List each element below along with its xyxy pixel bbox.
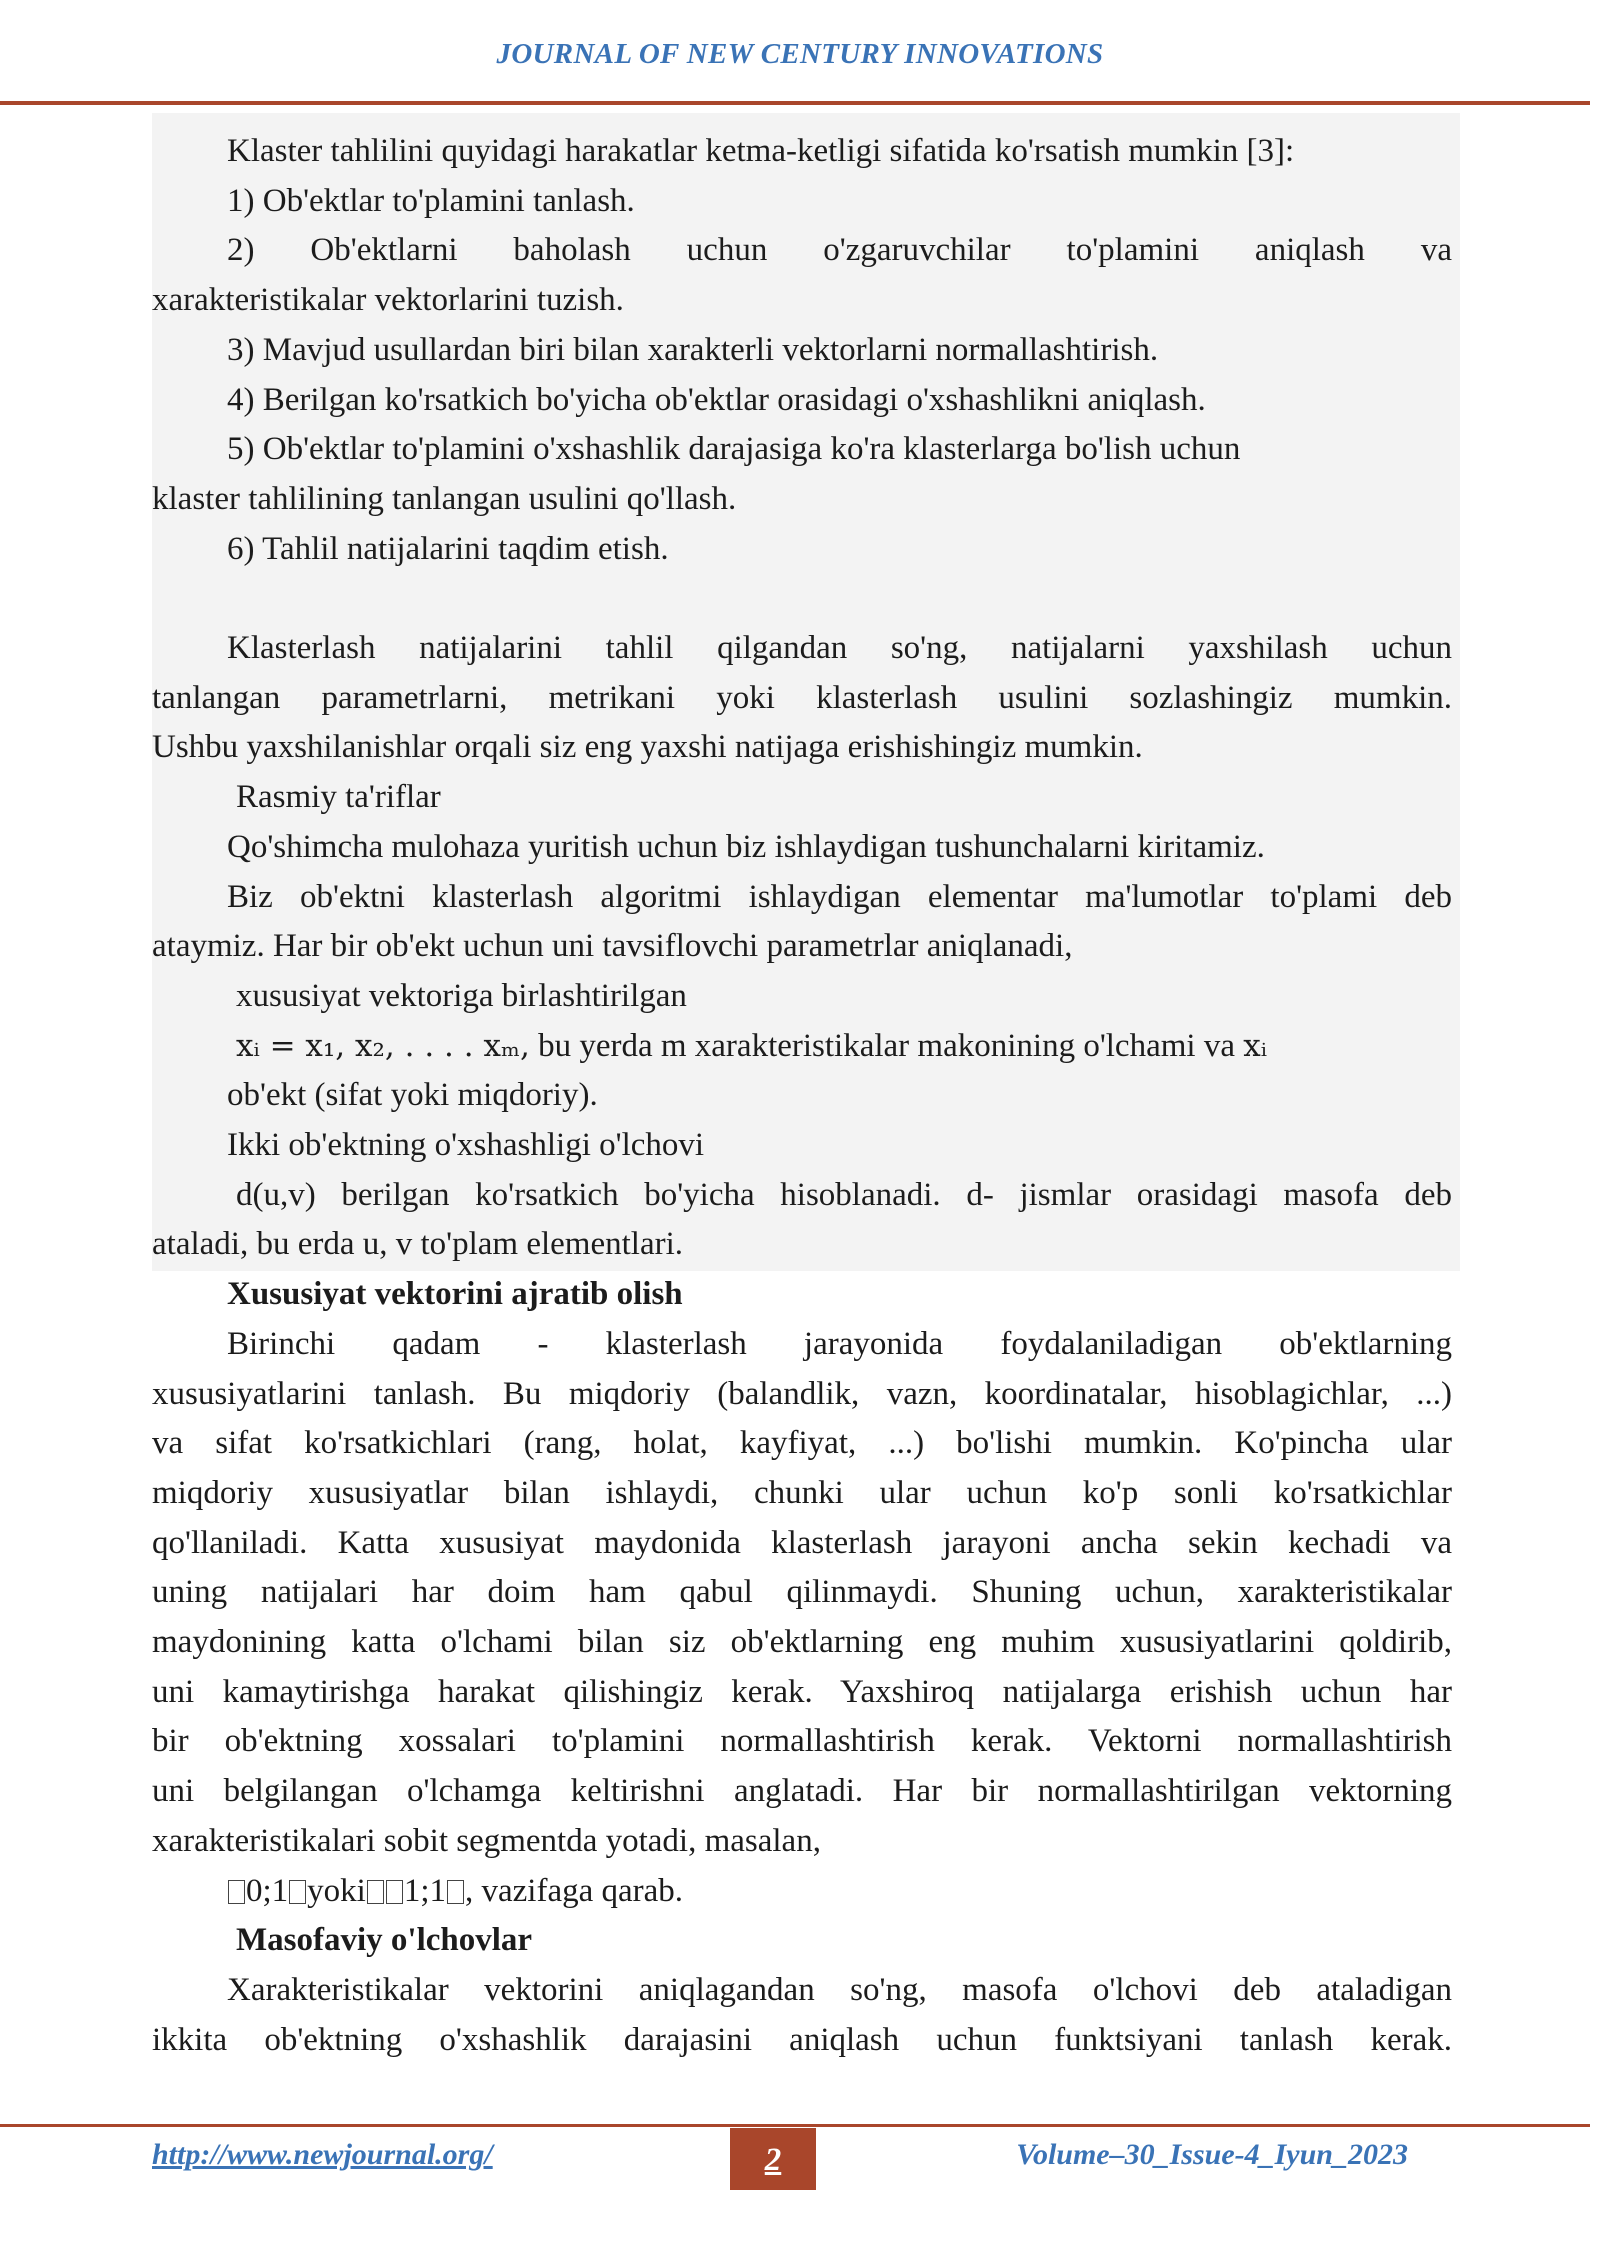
text-line: d(u,v) berilgan ko'rsatkich bo'yicha hisoblanadi. d- jismlar orasidagi masofa deb [236,1176,1452,1213]
text-line: Klaster tahlilini quyidagi harakatlar ketma-ketligi sifatida ko'rsatish mumkin [3]: [227,133,1295,169]
section-heading: Xususiyat vektorini ajratib olish [227,1276,683,1313]
interval-line [152,1867,1452,1917]
page-number: 2 [764,2142,782,2178]
text-line: Ikki ob'ektning o'xshashligi o'lchovi [227,1127,705,1164]
text-line: bir ob'ektning xossalari to'plamini normallashtirish kerak. Vektorni normallashtirish [152,1723,1452,1760]
text-line: maydonining katta o'lchami bilan siz ob'ektlarning eng muhim xususiyatlarini qoldirib, [152,1624,1452,1661]
journal-url-link[interactable]: http://www.newjournal.org/ [152,2138,493,2171]
list-item-4: 4) Berilgan ko'rsatkich bo'yicha ob'ektlar orasidagi o'xshashlikni aniqlash. [227,381,1206,418]
text-line: miqdoriy xususiyatlar bilan ishlaydi, chunki ular uchun ko'p sonli ko'rsatkichlar [152,1474,1452,1511]
list-item-6: 6) Tahlil natijalarini taqdim etish. [227,530,669,567]
volume-label: Volume–30_Issue-4_Iyun_2023 [1016,2138,1408,2171]
missing-glyph-box [386,1880,403,1904]
missing-glyph-box [228,1880,245,1904]
list-item-1: 1) Ob'ektlar to'plamini tanlash. [227,182,635,219]
text-line: Birinchi qadam - klasterlash jarayonida foydalaniladigan ob'ektlarning [227,1325,1452,1362]
formula: xᵢ = x₁, x₂, . . . . xₘ, [236,1027,530,1064]
journal-title: JOURNAL OF NEW CENTURY INNOVATIONS [496,38,1104,70]
formula-var: xᵢ [1243,1027,1267,1064]
article-body [152,127,1452,2065]
list-item-5: 5) Ob'ektlar to'plamini o'xshashlik darajasiga ko'ra klasterlarga bo'lish uchun [227,431,1241,468]
text-line: ataymiz. Har bir ob'ekt uchun uni tavsiflovchi parametrlar aniqlanadi, [152,928,1073,965]
text-line: uni belgilangan o'lchamga keltirishni anglatadi. Har bir normallashtirilgan vektorning [152,1773,1452,1810]
text-line: Biz ob'ektni klasterlash algoritmi ishlaydigan elementar ma'lumotlar to'plami deb [227,878,1452,915]
header-divider [0,101,1590,105]
text-line: Qo'shimcha mulohaza yuritish uchun biz ishlaydigan tushunchalarni kiritamiz. [227,828,1265,865]
interval-or: yoki [307,1872,366,1909]
missing-glyph-box [289,1880,306,1904]
text-line: uning natijalari har doim ham qabul qilinmaydi. Shuning uchun, xarakteristikalar [152,1574,1452,1611]
text-line: xususiyat vektoriga birlashtirilgan [236,977,687,1014]
text-line: Xarakteristikalar vektorini aniqlagandan so'ng, masofa o'lchovi deb ataladigan [227,1972,1452,2008]
text-line: qo'llaniladi. Katta xususiyat maydonida klasterlash jarayoni ancha sekin kechadi va [152,1524,1452,1561]
text-line: Klasterlash natijalarini tahlil qilgandan so'ng, natijalarni yaxshilash uchun [227,630,1452,667]
list-item-3: 3) Mavjud usullardan biri bilan xarakterli vektorlarni normallashtirish. [227,331,1159,368]
text-line: xususiyatlarini tanlash. Bu miqdoriy (balandlik, vazn, koordinatalar, hisoblagichlar, ...) [152,1375,1452,1412]
missing-glyph-box [367,1880,384,1904]
text-line: xarakteristikalari sobit segmentda yotadi, masalan, [152,1822,821,1859]
missing-glyph-box [447,1880,464,1904]
interval-tail: , vazifaga qarab. [465,1872,684,1909]
text-line: uni kamaytirishga harakat qilishingiz kerak. Yaxshiroq natijalarga erishish uchun har [152,1673,1452,1710]
list-item-2: 2) Ob'ektlarni baholash uchun o'zgaruvchilar to'plamini aniqlash va [227,232,1452,269]
text-line: ob'ekt (sifat yoki miqdoriy). [227,1077,598,1114]
text-line: ataladi, bu erda u, v to'plam elementlari. [152,1226,683,1263]
formula-text: bu yerda m xarakteristikalar makonining o'lchami va [529,1027,1244,1064]
formula-line [152,1022,1452,1072]
text-line: va sifat ko'rsatkichlari (rang, holat, kayfiyat, ...) bo'lishi mumkin. Ko'pincha ular [152,1425,1452,1462]
text-line: Ushbu yaxshilanishlar orqali siz eng yaxshi natijaga erishishingiz mumkin. [152,729,1143,766]
interval-b: 1;1 [403,1872,447,1909]
section-heading: Masofaviy o'lchovlar [236,1922,533,1959]
text-line: klaster tahlilining tanlangan usulini qo'llash. [152,480,737,517]
text-line: ikkita ob'ektning o'xshashlik darajasini aniqlash uchun funktsiyani tanlash kerak. [152,2021,1452,2058]
text-line: tanlangan parametrlarni, metrikani yoki klasterlash usulini sozlashingiz mumkin. [152,679,1452,716]
text-line: xarakteristikalar vektorlarini tuzish. [152,282,624,319]
interval-a: 0;1 [246,1872,289,1909]
footer-divider [0,2124,1590,2127]
text-line: Rasmiy ta'riflar [236,779,441,816]
